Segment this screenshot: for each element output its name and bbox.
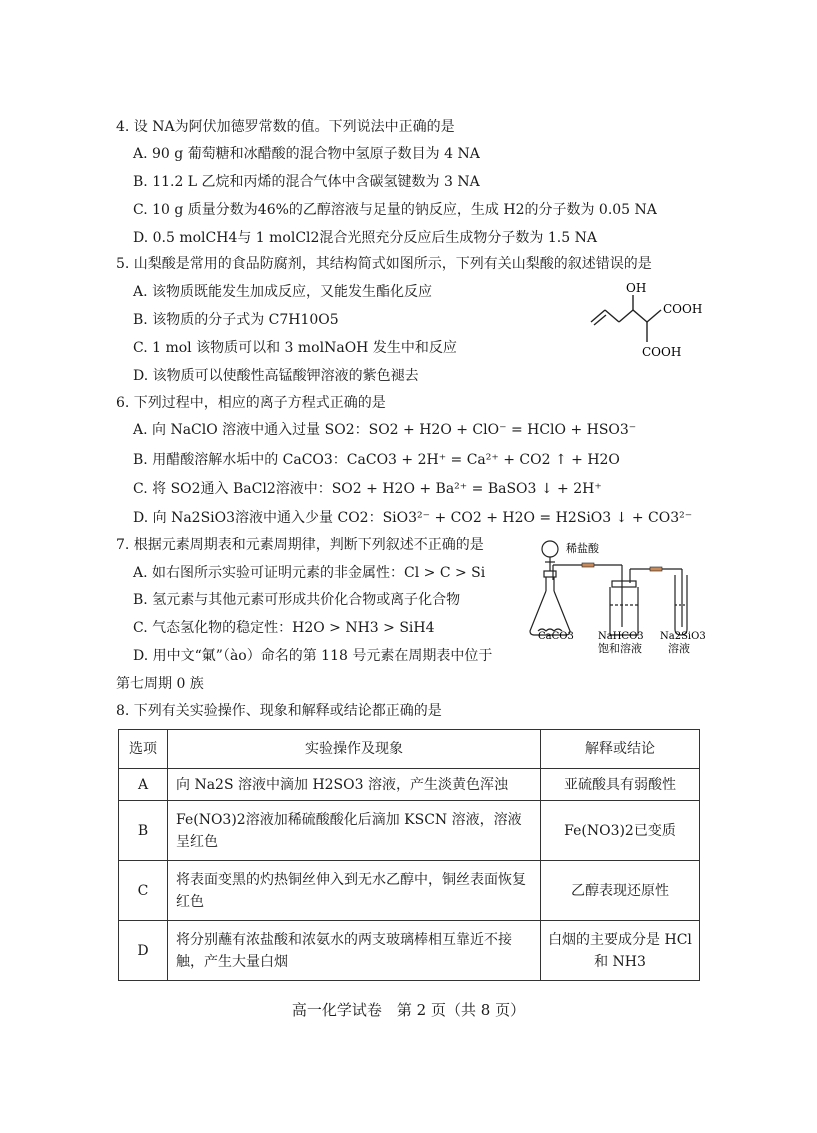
q5-option-c: C. 1 mol 该物质可以和 3 molNaOH 发生中和反应 <box>133 340 457 356</box>
q5-option-b: B. 该物质的分子式为 C7H10O5 <box>133 312 339 328</box>
q7-fig-caco3-label: CaCO3 <box>538 631 574 642</box>
q7-fig-nahco3-label: NaHCO3 <box>598 631 644 642</box>
q8-row-d-operation: 将分别蘸有浓盐酸和浓氨水的两支玻璃棒相互靠近不接触，产生大量白烟 <box>168 921 541 981</box>
q7-option-c: C. 气态氢化物的稳定性：H2O > NH3 > SiH4 <box>133 620 435 636</box>
q7-option-b: B. 氢元素与其他元素可形成共价化合物或离子化合物 <box>133 592 461 608</box>
q8-header-conclusion: 解释或结论 <box>541 730 700 769</box>
q5-option-a: A. 该物质既能发生加成反应，又能发生酯化反应 <box>133 284 433 300</box>
q6-option-c: C. 将 SO2通入 BaCl2溶液中：SO2 + H2O + Ba²⁺ = BaSO3 ↓ + 2H⁺ <box>133 481 602 497</box>
table-row <box>119 861 700 921</box>
q4-option-a: A. 90 g 葡萄糖和冰醋酸的混合物中氢原子数目为 4 NA <box>133 146 480 162</box>
q7-fig-na2sio3-label: Na2SiO3 <box>660 631 706 642</box>
table-row <box>119 801 700 861</box>
q5-struct-cooh1: COOH <box>663 302 703 316</box>
q4-option-d: D. 0.5 molCH4与 1 molCl2混合光照充分反应后生成物分子数为 1.5 NA <box>133 230 597 246</box>
q8-row-a-operation: 向 Na2S 溶液中滴加 H2SO3 溶液，产生淡黄色浑浊 <box>168 769 541 801</box>
q8-stem: 8. 下列有关实验操作、现象和解释或结论都正确的是 <box>116 703 442 719</box>
q7-option-d-line1: D. 用中文“氭”（ào）命名的第 118 号元素在周期表中位于 <box>133 648 493 664</box>
q8-row-d-conclusion: 白烟的主要成分是 HCl 和 NH3 <box>541 921 700 981</box>
q7-fig-nahco3-sat-label: 饱和溶液 <box>598 642 642 655</box>
q8-header-option: 选项 <box>119 730 168 769</box>
q8-row-c-conclusion: 乙醇表现还原性 <box>541 861 700 921</box>
q8-row-c-operation: 将表面变黑的灼热铜丝伸入到无水乙醇中，铜丝表面恢复红色 <box>168 861 541 921</box>
table-row <box>119 921 700 981</box>
q7-fig-solution-label: 溶液 <box>668 642 690 655</box>
table-row <box>119 769 700 801</box>
q7-option-a: A. 如右图所示实验可证明元素的非金属性：Cl > C > Si <box>133 565 486 581</box>
q7-fig-acid-label: 稀盐酸 <box>566 542 599 555</box>
q8-row-c-option: C <box>119 861 168 921</box>
q5-structure-figure <box>585 280 715 365</box>
q7-option-d-line2: 第七周期 0 族 <box>116 676 204 692</box>
q8-header-operation: 实验操作及现象 <box>168 730 541 769</box>
q5-option-d: D. 该物质可以使酸性高锰酸钾溶液的紫色褪去 <box>133 368 419 384</box>
q4-option-c: C. 10 g 质量分数为46%的乙醇溶液与足量的钠反应，生成 H2的分子数为 0.05 NA <box>133 202 657 218</box>
q8-table-header-row <box>119 730 700 769</box>
q4-option-b: B. 11.2 L 乙烷和丙烯的混合气体中含碳氢键数为 3 NA <box>133 174 480 190</box>
q6-option-b: B. 用醋酸溶解水垢中的 CaCO3：CaCO3 + 2H⁺ = Ca²⁺ + CO2 ↑ + H2O <box>133 452 620 468</box>
q8-row-b-conclusion: Fe(NO3)2已变质 <box>541 801 700 861</box>
q6-option-a: A. 向 NaClO 溶液中通入过量 SO2：SO2 + H2O + ClO⁻ = HClO + HSO3⁻ <box>133 422 637 438</box>
q8-row-b-option: B <box>119 801 168 861</box>
q8-table <box>118 729 700 981</box>
q8-row-d-option: D <box>119 921 168 981</box>
q5-stem: 5. 山梨酸是常用的食品防腐剂，其结构简式如图所示，下列有关山梨酸的叙述错误的是 <box>116 256 652 272</box>
q8-row-a-option: A <box>119 769 168 801</box>
page-footer: 高一化学试卷 第 2 页（共 8 页） <box>291 1001 526 1019</box>
q5-struct-oh: OH <box>626 281 647 295</box>
q7-apparatus-figure <box>522 535 712 665</box>
q8-row-a-conclusion: 亚硫酸具有弱酸性 <box>541 769 700 801</box>
q4-stem: 4. 设 NA为阿伏加德罗常数的值。下列说法中正确的是 <box>116 119 455 135</box>
q7-stem: 7. 根据元素周期表和元素周期律，判断下列叙述不正确的是 <box>116 537 484 553</box>
q8-row-b-operation: Fe(NO3)2溶液加稀硫酸酸化后滴加 KSCN 溶液，溶液呈红色 <box>168 801 541 861</box>
q6-stem: 6. 下列过程中，相应的离子方程式正确的是 <box>116 395 386 411</box>
q6-option-d: D. 向 Na2SiO3溶液中通入少量 CO2：SiO3²⁻ + CO2 + H2O = H2SiO3 ↓ + CO3²⁻ <box>133 510 693 526</box>
q5-struct-cooh2: COOH <box>642 345 682 359</box>
